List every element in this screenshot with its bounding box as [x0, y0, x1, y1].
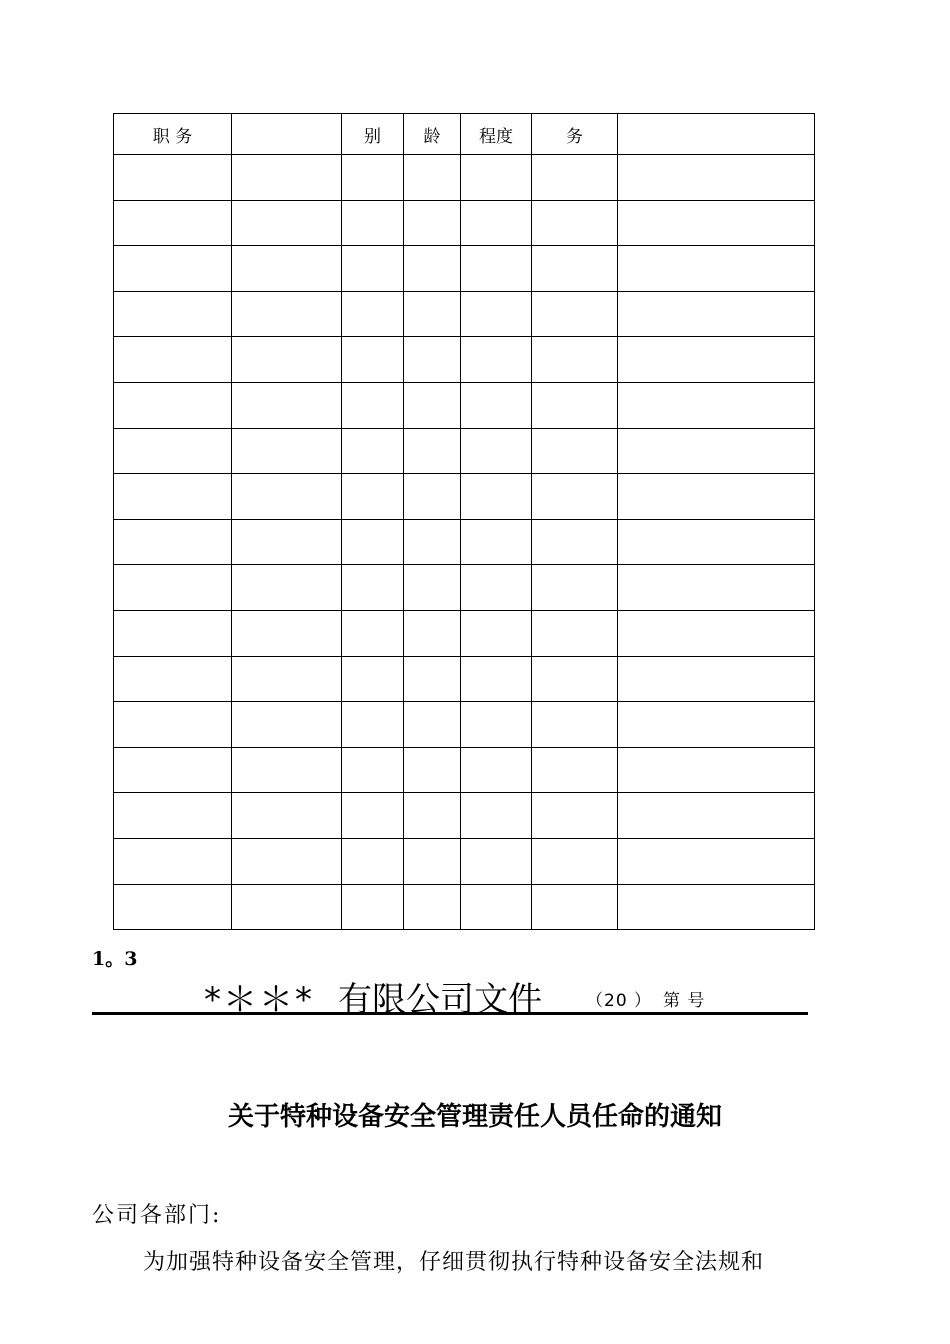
table-cell	[114, 884, 232, 930]
table-cell	[618, 519, 815, 565]
table-cell	[342, 382, 404, 428]
header-remarks	[618, 114, 815, 155]
table-cell	[232, 747, 342, 793]
document-header-title: 有限公司文件	[338, 980, 542, 1020]
table-cell	[618, 337, 815, 383]
table-cell	[532, 155, 618, 201]
table-cell	[404, 519, 461, 565]
table-cell	[461, 246, 532, 292]
table-cell	[461, 474, 532, 520]
table-cell	[342, 155, 404, 201]
document-header	[92, 966, 808, 1020]
header-position: 职 务	[114, 114, 232, 155]
table-cell	[342, 428, 404, 474]
table-cell	[404, 838, 461, 884]
table-cell	[232, 838, 342, 884]
table-cell	[618, 155, 815, 201]
table-cell	[342, 838, 404, 884]
table-cell	[618, 246, 815, 292]
table-row	[114, 884, 815, 930]
header-duty: 务	[532, 114, 618, 155]
notice-title: 关于特种设备安全管理责任人员任命的通知	[227, 1102, 722, 1132]
table-cell	[404, 747, 461, 793]
table-cell	[342, 747, 404, 793]
table-cell	[232, 291, 342, 337]
table-cell	[232, 428, 342, 474]
table-cell	[532, 428, 618, 474]
table-cell	[461, 702, 532, 748]
table-cell	[618, 200, 815, 246]
table-cell	[232, 337, 342, 383]
table-cell	[618, 747, 815, 793]
table-cell	[532, 702, 618, 748]
table-row	[114, 747, 815, 793]
table-row	[114, 428, 815, 474]
table-cell	[532, 610, 618, 656]
table-cell	[114, 747, 232, 793]
table-cell	[114, 337, 232, 383]
table-row	[114, 656, 815, 702]
table-cell	[532, 747, 618, 793]
table-cell	[618, 291, 815, 337]
table-cell	[114, 200, 232, 246]
table-cell	[114, 793, 232, 839]
table-cell	[342, 519, 404, 565]
table-cell	[114, 382, 232, 428]
table-cell	[618, 702, 815, 748]
table-cell	[232, 155, 342, 201]
table-cell	[342, 200, 404, 246]
table-cell	[461, 519, 532, 565]
table-cell	[404, 565, 461, 611]
table-cell	[342, 884, 404, 930]
table-cell	[618, 838, 815, 884]
table-cell	[461, 884, 532, 930]
table-cell	[342, 793, 404, 839]
table-cell	[532, 656, 618, 702]
table-cell	[461, 793, 532, 839]
header-name	[232, 114, 342, 155]
table-header-row	[114, 114, 815, 155]
table-cell	[404, 793, 461, 839]
table-cell	[232, 246, 342, 292]
table-row	[114, 337, 815, 383]
table-row	[114, 610, 815, 656]
table-cell	[404, 884, 461, 930]
table-row	[114, 519, 815, 565]
table-cell	[342, 702, 404, 748]
table-cell	[404, 702, 461, 748]
table-cell	[404, 155, 461, 201]
table-cell	[404, 474, 461, 520]
table-cell	[618, 382, 815, 428]
table-cell	[342, 474, 404, 520]
table-cell	[232, 610, 342, 656]
table-cell	[461, 200, 532, 246]
table-cell	[232, 474, 342, 520]
company-name-placeholder: *＊＊*	[204, 980, 314, 1020]
table-cell	[461, 565, 532, 611]
table-cell	[114, 656, 232, 702]
table-cell	[114, 565, 232, 611]
table-cell	[404, 337, 461, 383]
table-cell	[232, 884, 342, 930]
table-row	[114, 155, 815, 201]
table-cell	[114, 428, 232, 474]
table-cell	[532, 838, 618, 884]
table-cell	[461, 838, 532, 884]
table-cell	[114, 155, 232, 201]
table-cell	[461, 291, 532, 337]
table-cell	[532, 474, 618, 520]
table-cell	[618, 884, 815, 930]
table-cell	[232, 519, 342, 565]
table-cell	[232, 702, 342, 748]
table-cell	[232, 793, 342, 839]
table-cell	[342, 565, 404, 611]
staff-roster-table	[113, 113, 815, 930]
table-cell	[232, 382, 342, 428]
table-cell	[461, 610, 532, 656]
table-cell	[532, 382, 618, 428]
table-cell	[114, 702, 232, 748]
table-row	[114, 474, 815, 520]
table-cell	[342, 656, 404, 702]
table-cell	[618, 793, 815, 839]
header-education: 程度	[461, 114, 532, 155]
table-cell	[532, 793, 618, 839]
table-cell	[114, 291, 232, 337]
table-row	[114, 291, 815, 337]
table-cell	[461, 747, 532, 793]
table-cell	[114, 246, 232, 292]
table-row	[114, 382, 815, 428]
table-cell	[532, 246, 618, 292]
table-cell	[461, 428, 532, 474]
table-cell	[404, 291, 461, 337]
table-cell	[404, 656, 461, 702]
table-row	[114, 702, 815, 748]
table-cell	[342, 291, 404, 337]
document-serial-number: 第 号	[663, 991, 706, 1011]
table-cell	[114, 838, 232, 884]
table-row	[114, 793, 815, 839]
table-cell	[461, 382, 532, 428]
table-cell	[461, 656, 532, 702]
table-cell	[618, 565, 815, 611]
table-cell	[404, 428, 461, 474]
table-row	[114, 565, 815, 611]
table-cell	[232, 656, 342, 702]
table-cell	[461, 337, 532, 383]
table-cell	[114, 610, 232, 656]
table-cell	[232, 200, 342, 246]
table-cell	[532, 884, 618, 930]
table-cell	[532, 200, 618, 246]
table-cell	[342, 610, 404, 656]
notice-body-text: 为加强特种设备安全管理，仔细贯彻执行特种设备安全法规和	[143, 1250, 765, 1275]
notice-salutation: 公司各部门:	[92, 1203, 222, 1228]
header-age: 龄	[404, 114, 461, 155]
table-cell	[618, 474, 815, 520]
table-cell	[618, 656, 815, 702]
table-cell	[532, 519, 618, 565]
table-cell	[114, 519, 232, 565]
header-gender: 别	[342, 114, 404, 155]
table-cell	[232, 565, 342, 611]
table-row	[114, 838, 815, 884]
table-cell	[404, 610, 461, 656]
table-cell	[404, 246, 461, 292]
table-cell	[342, 337, 404, 383]
table-cell	[618, 610, 815, 656]
table-row	[114, 200, 815, 246]
document-year: （20 ）	[586, 991, 653, 1011]
table-cell	[114, 474, 232, 520]
section-number: 1。3	[92, 948, 138, 970]
table-cell	[532, 565, 618, 611]
table-row	[114, 246, 815, 292]
table-cell	[532, 337, 618, 383]
table-cell	[532, 291, 618, 337]
table-cell	[404, 200, 461, 246]
table-cell	[461, 155, 532, 201]
table-cell	[342, 246, 404, 292]
table-body	[114, 155, 815, 930]
table-cell	[618, 428, 815, 474]
table-cell	[404, 382, 461, 428]
